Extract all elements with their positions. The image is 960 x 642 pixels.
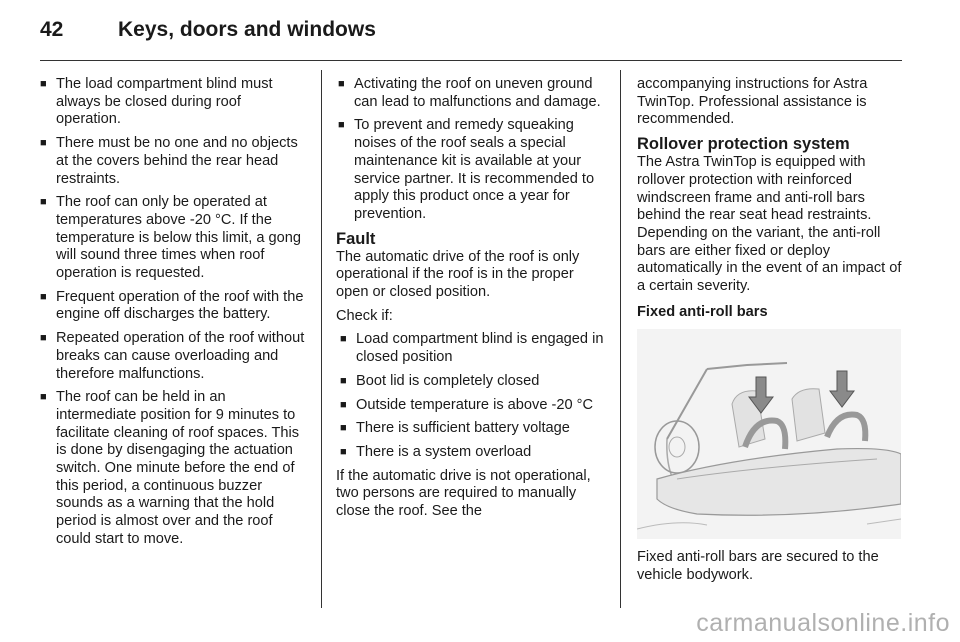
bullet-icon: ■ [40, 391, 47, 404]
list-item: ■ The load compartment blind must always be closed during roof operation. [40, 76, 273, 128]
column-3 [637, 76, 903, 591]
convertible-car-illustration [637, 329, 901, 539]
page-number: 42 [40, 18, 64, 41]
column-divider-2 [620, 70, 621, 608]
bullet-icon: ■ [40, 137, 47, 150]
bullet-icon: ■ [340, 374, 347, 387]
bullet-icon: ■ [338, 119, 345, 132]
list-item: ■ The roof can be held in an intermediate position for 9 minutes to facilitate cleaning of roof spaces. This is done by disengaging the actuation switch. One minute before the end of this period, a continuous buzzer sounds as a warning that the hold period is almost over and the roof could start to move. [40, 389, 300, 547]
list-item: ■ There must be no one and no objects at the covers behind the rear head restraints. [40, 135, 298, 187]
anti-roll-bars-illustration [637, 329, 901, 539]
closing-paragraph: If the automatic drive is not operational, two persons are required to manually close the roof. See the [336, 467, 591, 520]
check-list [336, 331, 608, 461]
list-item: ■ Outside temperature is above -20 °C [340, 396, 594, 413]
section-heading-fault: Fault [336, 229, 376, 248]
column-divider-1 [321, 70, 322, 608]
list-item: ■ There is sufficient battery voltage [340, 420, 570, 437]
bullet-icon: ■ [40, 290, 47, 303]
list-item: ■ Repeated operation of the roof without breaks can cause overloading and therefore malfunctions. [40, 330, 305, 382]
rollover-paragraph: The Astra TwinTop is equipped with rollover protection with reinforced windscreen frame and anti-roll bars behind the rear seat head restraints. Depending on the variant, the anti-roll bars are either fixed or deploy automatically in the event of an impact of a certain severity. [637, 154, 902, 295]
bullet-icon: ■ [40, 332, 47, 345]
column-2 [336, 76, 608, 527]
list-item: ■ There is a system overload [340, 443, 532, 460]
subheading-fixed-anti-roll-bars: Fixed anti-roll bars [637, 303, 768, 320]
bullet-icon: ■ [40, 78, 47, 90]
check-if-label: Check if: [336, 307, 393, 324]
section-heading-rollover: Rollover protection system [637, 135, 850, 154]
bullet-icon: ■ [40, 196, 47, 209]
list-item: ■ To prevent and remedy squeaking noises of the roof seals a special maintenance kit is available at your service partner. It is recommended to apply this product once a year for prevention. [338, 117, 595, 222]
list-item: ■ The roof can only be operated at temperatures above -20 °C. If the temperature is below this limit, a gong will sound three times when roof operation is requested. [40, 194, 301, 282]
list-item: ■ Activating the roof on uneven ground can lead to malfunctions and damage. [338, 76, 601, 110]
bullet-icon: ■ [340, 398, 347, 411]
page-title: Keys, doors and windows [118, 18, 376, 41]
figure-caption: Fixed anti-roll bars are secured to the vehicle bodywork. [637, 549, 879, 584]
list-item: ■ Load compartment blind is engaged in closed position [340, 331, 604, 366]
bullet-list [336, 76, 608, 224]
bullet-icon: ■ [338, 78, 345, 90]
list-item: ■ Boot lid is completely closed [340, 372, 540, 389]
header-rule [40, 60, 902, 61]
list-item: ■ Frequent operation of the roof with the engine off discharges the battery. [40, 288, 304, 323]
bullet-icon: ■ [340, 445, 347, 458]
bullet-icon: ■ [340, 422, 347, 435]
fault-paragraph: The automatic drive of the roof is only operational if the roof is in the proper open or closed position. [336, 248, 580, 301]
column-1 [38, 76, 308, 555]
bullet-icon: ■ [340, 333, 347, 346]
intro-paragraph: accompanying instructions for Astra TwinTop. Professional assistance is recommended. [637, 76, 868, 128]
watermark: carmanualsonline.info [696, 609, 950, 637]
bullet-list [38, 76, 308, 549]
